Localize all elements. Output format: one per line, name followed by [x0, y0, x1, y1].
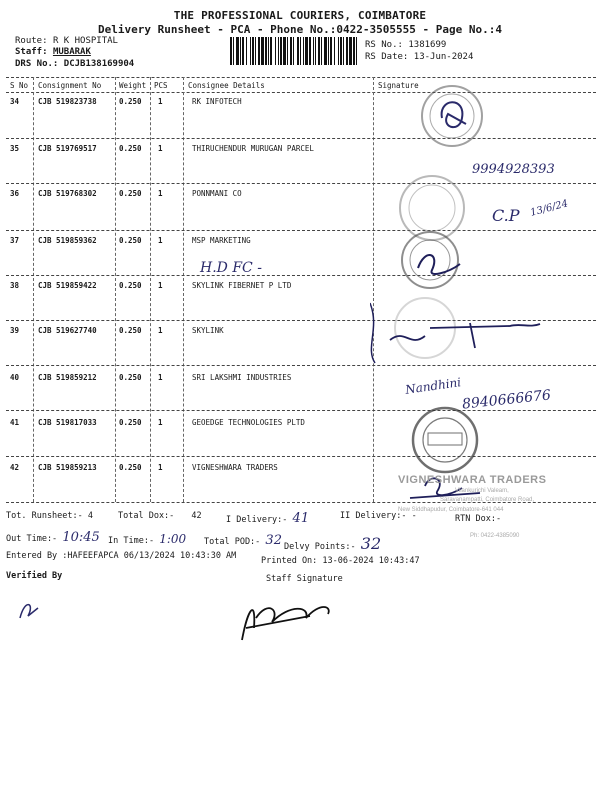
total-pod-value: 32 — [265, 533, 282, 548]
row-weight: 0.250 — [119, 189, 142, 198]
row-consignment: CJB 519859422 — [38, 281, 97, 290]
row-sno: 40 — [10, 373, 20, 382]
delvy-points-label: Delvy Points:- — [284, 542, 356, 552]
rs-no-line — [365, 40, 446, 50]
barcode-bar — [315, 37, 316, 65]
col-divider — [150, 77, 151, 502]
verified-signature — [20, 605, 38, 618]
rs-date-value: 13-Jun-2024 — [413, 52, 474, 62]
barcode-bar — [340, 37, 342, 65]
barcode-bar — [321, 37, 322, 65]
stamp-company-name: VIGNESHWARA TRADERS — [398, 474, 547, 486]
row-weight: 0.250 — [119, 418, 142, 427]
handwritten-date: 13/6/24 — [529, 198, 570, 219]
total-pod-label: Total POD:- — [204, 537, 261, 547]
row-weight: 0.250 — [119, 144, 142, 153]
route-line — [15, 36, 118, 46]
rs-date-label: RS Date: — [365, 52, 409, 62]
barcode-bar — [313, 37, 314, 65]
barcode-bar — [330, 37, 332, 65]
signature-area — [370, 78, 600, 578]
stamp-address-2: Saravanampatti, Coimbatore Road, — [440, 497, 535, 503]
col-consignee: Consignee Details — [188, 81, 265, 90]
in-time-label: In Time:- — [108, 536, 155, 546]
tot-runsheet — [6, 511, 93, 521]
handwritten-hdfc: H.D FC - — [200, 260, 262, 276]
i-delivery — [226, 511, 309, 526]
tot-runsheet-label: Tot. Runsheet:- — [6, 511, 83, 521]
barcode-bar — [265, 37, 267, 65]
barcode-bar — [293, 37, 294, 65]
barcode-bar — [338, 37, 339, 65]
staff-signature — [242, 607, 329, 640]
row-consignment: CJB 519769517 — [38, 144, 97, 153]
barcode-bar — [275, 37, 276, 65]
barcode-bar — [297, 37, 299, 65]
handwritten-nandhini-number: 8940666676 — [461, 387, 552, 413]
row-sno: 35 — [10, 144, 20, 153]
total-pod — [204, 533, 282, 548]
barcode-bar — [303, 37, 304, 65]
row-weight: 0.250 — [119, 463, 142, 472]
staff-value: MUBARAK — [52, 47, 91, 57]
row-consignee: SRI LAKSHMI INDUSTRIES — [192, 373, 292, 382]
col-divider — [33, 77, 34, 502]
row-weight: 0.250 — [119, 281, 142, 290]
rs-date-line — [365, 52, 473, 62]
rs-no-label: RS No.: — [365, 40, 403, 50]
company-name: THE PROFESSIONAL COURIERS, COIMBATORE — [173, 9, 427, 22]
row-pcs: 1 — [158, 463, 163, 472]
row-consignment: CJB 519817033 — [38, 418, 97, 427]
total-dox — [118, 511, 202, 521]
row-pcs: 1 — [158, 189, 163, 198]
signature-row-37 — [418, 255, 460, 274]
row-consignment: CJB 519823738 — [38, 97, 97, 106]
signature-row-38 — [370, 303, 375, 363]
out-time-value: 10:45 — [62, 530, 100, 545]
barcode-bar — [268, 37, 269, 65]
staff-label: Staff: — [15, 47, 48, 57]
barcode-bar — [290, 37, 292, 65]
verified-by: Verified By — [6, 571, 63, 581]
stamp-row-37 — [402, 232, 458, 288]
drs-line — [15, 59, 134, 69]
barcode-bar — [300, 37, 301, 65]
row-consignee: RK INFOTECH — [192, 97, 242, 106]
out-time-label: Out Time:- — [6, 534, 58, 544]
delvy-points-value: 32 — [360, 534, 382, 553]
ii-delivery-value: - — [411, 511, 417, 521]
in-time-value: 1:00 — [159, 532, 187, 546]
row-sno: 36 — [10, 189, 20, 198]
runsheet-title: Delivery Runsheet - PCA - Phone No.:0422-3505555 - Page No.:4 — [98, 23, 502, 36]
total-dox-label: Total Dox:- — [118, 511, 175, 521]
rs-no-value: 1381699 — [408, 40, 447, 50]
in-time — [108, 532, 186, 546]
barcode-bar — [318, 37, 320, 65]
row-weight: 0.250 — [119, 373, 142, 382]
barcode-bar — [324, 37, 327, 65]
ii-delivery — [340, 511, 417, 521]
row-pcs: 1 — [158, 144, 163, 153]
barcode-bar — [246, 37, 247, 65]
drs-value: DCJB138169904 — [63, 59, 135, 69]
barcode-bar — [346, 37, 348, 65]
row-consignee: SKYLINK FIBERNET P LTD — [192, 281, 292, 290]
col-consignment: Consignment No — [38, 81, 102, 90]
barcode-bar — [252, 37, 254, 65]
stamp-address-3: New Siddhapudur, Coimbatore-641 044 — [398, 507, 504, 513]
barcode-bar — [233, 37, 234, 65]
row-weight: 0.250 — [119, 326, 142, 335]
rtn-dox — [455, 514, 501, 524]
barcode-bar — [343, 37, 344, 65]
barcode-bar — [280, 37, 282, 65]
route-label: Route: — [15, 36, 48, 46]
barcode-bar — [309, 37, 311, 65]
route-value: R K HOSPITAL — [52, 36, 118, 46]
barcode-bar — [261, 37, 264, 65]
row-weight: 0.250 — [119, 97, 142, 106]
tot-runsheet-value: 4 — [87, 511, 94, 521]
stamp-row-36 — [400, 176, 464, 240]
row-consignee: GEOEDGE TECHNOLOGIES PLTD — [192, 418, 305, 427]
row-pcs: 1 — [158, 236, 163, 245]
barcode-bar — [353, 37, 355, 65]
col-divider — [183, 77, 184, 502]
out-time — [6, 530, 100, 545]
staff-signature-label: Staff Signature — [266, 574, 343, 584]
row-sno: 34 — [10, 97, 20, 106]
row-consignee: MSP MARKETING — [192, 236, 251, 245]
col-weight: Weight — [119, 81, 147, 90]
barcode-bar — [328, 37, 329, 65]
barcode-bar — [270, 37, 272, 65]
delvy-points — [284, 534, 381, 553]
row-consignee: SKYLINK — [192, 326, 224, 335]
barcode-bar — [255, 37, 256, 65]
row-consignment: CJB 519859212 — [38, 373, 97, 382]
row-sno: 39 — [10, 326, 20, 335]
row-weight: 0.250 — [119, 236, 142, 245]
ii-delivery-label: II Delivery:- — [340, 511, 407, 521]
row-consignee: THIRUCHENDUR MURUGAN PARCEL — [192, 144, 314, 153]
barcode — [230, 37, 358, 65]
row-sno: 42 — [10, 463, 20, 472]
row-consignment: CJB 519859213 — [38, 463, 97, 472]
col-signature: Signature — [378, 81, 419, 90]
barcode-bar — [283, 37, 286, 65]
barcode-bar — [356, 37, 357, 65]
row-pcs: 1 — [158, 418, 163, 427]
barcode-bar — [287, 37, 288, 65]
barcode-bar — [334, 37, 335, 65]
staff-line — [15, 47, 91, 57]
barcode-bar — [250, 37, 251, 65]
total-dox-value: 42 — [191, 511, 202, 521]
row-pcs: 1 — [158, 97, 163, 106]
i-delivery-label: I Delivery:- — [226, 515, 288, 525]
stamp-row-41 — [413, 408, 477, 472]
entered-by: Entered By :HAFEEFAPCA 06/13/2024 10:43:30 AM — [6, 551, 237, 561]
stamp-phone: Ph: 0422-4385090 — [470, 533, 520, 539]
i-delivery-value: 41 — [292, 511, 310, 526]
row-pcs: 1 — [158, 326, 163, 335]
row-sno: 38 — [10, 281, 20, 290]
barcode-bar — [278, 37, 279, 65]
row-consignee: PONNMANI CO — [192, 189, 242, 198]
row-sno: 37 — [10, 236, 20, 245]
barcode-bar — [242, 37, 244, 65]
col-pcs: PCS — [154, 81, 168, 90]
barcode-bar — [240, 37, 241, 65]
barcode-bar — [236, 37, 239, 65]
barcode-bar — [305, 37, 308, 65]
row-consignment: CJB 519768302 — [38, 189, 97, 198]
row-sno: 41 — [10, 418, 20, 427]
row-pcs: 1 — [158, 373, 163, 382]
row-consignment: CJB 519859362 — [38, 236, 97, 245]
printed-on: Printed On: 13-06-2024 10:43:47 — [261, 556, 420, 566]
signature-row-34 — [442, 102, 466, 127]
rtn-dox-label: RTN Dox:- — [455, 514, 502, 524]
barcode-bar — [230, 37, 232, 65]
row-consignee: VIGNESHWARA TRADERS — [192, 463, 278, 472]
col-divider — [115, 77, 116, 502]
row-pcs: 1 — [158, 281, 163, 290]
col-sno: S No — [10, 81, 29, 90]
handwritten-cp: C.P — [492, 206, 520, 225]
handwritten-phone: 9994928393 — [472, 162, 555, 177]
footer-signatures — [10, 588, 350, 648]
drs-label: DRS No.: — [15, 59, 59, 69]
stamp-address-1: Vilankurichi Valeam, — [455, 488, 509, 494]
barcode-bar — [349, 37, 352, 65]
signature-row-39 — [390, 323, 540, 348]
barcode-bar — [258, 37, 260, 65]
handwritten-nandhini: Nandhini — [404, 375, 462, 397]
row-consignment: CJB 519627740 — [38, 326, 97, 335]
